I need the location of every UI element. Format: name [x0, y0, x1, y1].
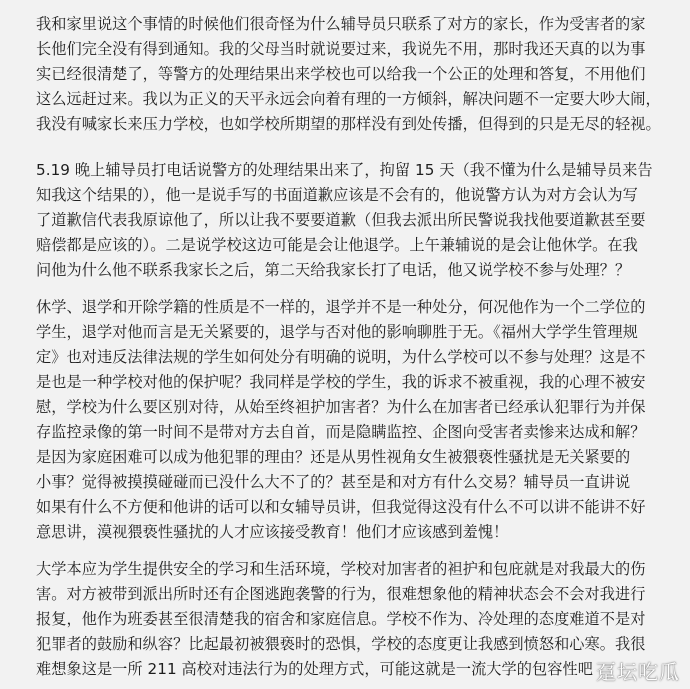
paragraph-2-line-1: 5.19 晚上辅导员打电话说警方的处理结果出来了，拘留 15 天（我不懂为什么是辅导员来告 [36, 161, 653, 179]
paragraph-3-line-6: 存监控录像的第一时间不是带对方去自首，而是隐瞒监控、企图向受害者卖惨来达成和解？ [36, 423, 646, 441]
paragraph-3-line-10: 意思讲，漠视猥亵性骚扰的人才应该接受教育！他们才应该感到羞愧！ [36, 523, 509, 541]
paragraph-4-line-1: 大学本应为学生提供安全的学习和生活环境，学校对加害者的袒护和包庇就是对我最大的伤 [36, 560, 646, 578]
paragraph-3-line-3: 定》也对违反法律法规的学生如何处分有明确的说明，为什么学校可以不参与处理？这是不 [36, 348, 646, 366]
paragraph-3-line-1: 休学、退学和开除学籍的性质是不一样的，退学并不是一种处分，何况他作为一个二学位的 [36, 298, 646, 316]
paragraph-4-line-5: 难想象这是一所 211 高校对违法行为的处理方式，可能这就是一流大学的包容性吧 [36, 660, 593, 678]
paragraph-1-line-2: 长他们完全没有得到通知。我的父母当时就说要过来，我说先不用，那时我还天真的以为事 [36, 40, 646, 58]
paragraph-1-line-1: 我和家里说这个事情的时候他们很奇怪为什么辅导员只联系了对方的家长，作为受害者的家 [36, 15, 646, 33]
paragraph-3-line-9: 如果有什么不方便和他讲的话可以和女辅导员讲，但我觉得这没有什么不可以讲不能讲不好 [36, 498, 646, 516]
paragraph-4-line-2: 害。对方被带到派出所时还有企图逃跑袭警的行为，很难想象他的精神状态会不会对我进行 [36, 585, 646, 603]
paragraph-1-line-5: 我没有喊家长来压力学校，也如学校所期望的那样没有到处传播，但得到的只是无尽的轻视。 [36, 115, 661, 133]
paragraph-4-line-4: 犯罪者的鼓励和纵容？比起最初被猥亵时的恐惧，学校的态度更让我感到愤怒和心寒。我很 [36, 635, 646, 653]
paragraph-2-line-4: 赔偿都是应该的）。二是说学校这边可能是会让他退学。上午兼辅说的是会让他休学。在我 [36, 236, 638, 254]
paragraph-3-line-2: 学生，退学对他而言是无关紧要的，退学与否对他的影响聊胜于无。《福州大学学生管理规 [36, 323, 638, 341]
paragraph-4-line-3: 报复，他作为班委甚至很清楚我的宿舍和家庭信息。学校不作为、冷处理的态度难道不是对 [36, 610, 646, 628]
paragraph-3-line-8: 小事？觉得被摸摸碰碰而已没什么大不了的？甚至是和对方有什么交易？辅导员一直讲说 [36, 473, 631, 491]
paragraph-2-line-3: 了道歉信代表我原谅他了，所以让我不要要道歉（但我去派出所民警说我找他要道歉甚至要 [36, 211, 646, 229]
paragraph-3-line-4: 是也是一种学校对他的保护呢？我同样是学校的学生，我的诉求不被重视，我的心理不被安 [36, 373, 646, 391]
paragraph-1-line-4: 这么远赶过来。我以为正义的天平永远会向着有理的一方倾斜，解决问题不一定要大吵大闹， [36, 90, 661, 108]
watermark: 趸坛吃瓜 [596, 660, 680, 684]
paragraph-3-line-5: 慰，学校为什么要区别对待，从始至终袒护加害者？为什么在加害者已经承认犯罪行为并保 [36, 398, 646, 416]
paragraph-2-line-5: 问他为什么他不联系我家长之后，第二天给我家长打了电话，他又说学校不参与处理？？ [36, 261, 631, 279]
paragraph-1-line-3: 实已经很清楚了，等警方的处理结果出来学校也可以给我一个公正的处理和答复，不用他们 [36, 65, 646, 83]
paragraph-2-line-2: 知我这个结果的），他一是说手写的书面道歉应该是不会有的，他说警方认为对方会认为写 [36, 186, 638, 204]
paragraph-3-line-7: 是因为家庭困难可以成为他犯罪的理由？还是从男性视角女生被猥亵性骚扰是无关紧要的 [36, 448, 631, 466]
